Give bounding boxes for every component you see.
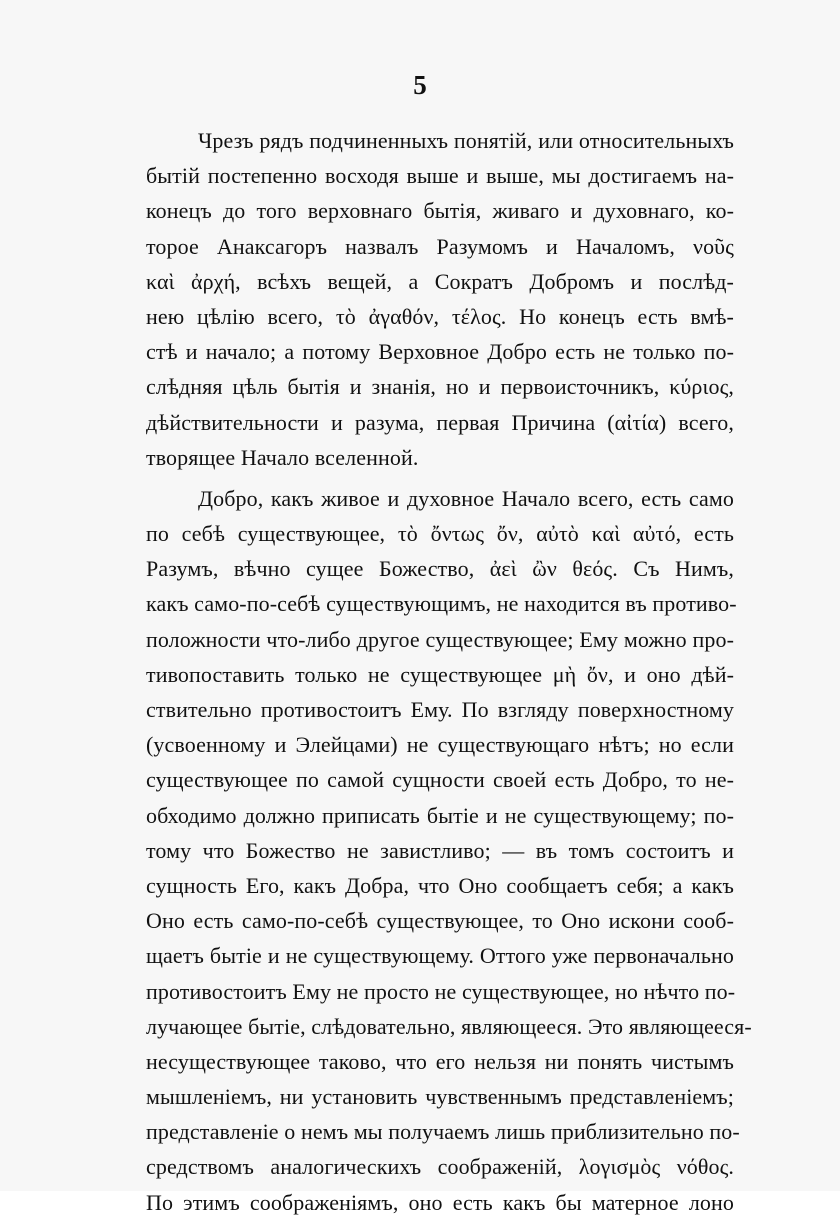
text-line: по себѣ существующее, τὸ ὄντως ὄν, αὐτὸ καὶ αὐτό, есть xyxy=(146,521,734,547)
text-line: мышленіемъ, ни установить чувственнымъ представленіемъ; xyxy=(146,1084,734,1110)
text-line: представленіе о немъ мы получаемъ лишь приблизительно по- xyxy=(146,1119,740,1145)
page-number: 5 xyxy=(413,70,427,100)
text-line: Оно есть само-по-себѣ существующее, то Оно искони сооб- xyxy=(146,908,734,934)
text-line: существующее по самой сущности своей есть Добро, то не- xyxy=(146,767,734,793)
text-line: дѣйствительности и разума, первая Причина (αἰτία) всего, xyxy=(146,409,734,435)
text-line: сущность Его, какъ Добра, что Оно сообщаетъ себя; а какъ xyxy=(146,872,734,898)
text-line: какъ само-по-себѣ существующимъ, не находится въ противо- xyxy=(146,591,737,617)
text-line: бытій постепенно восходя выше и выше, мы достигаемъ на- xyxy=(146,163,734,189)
text-line: Чрезъ рядъ подчиненныхъ понятій, или относительныхъ xyxy=(198,128,734,153)
text-line: тивопоставить только не существующее μὴ ὄν, и оно дѣй- xyxy=(146,661,734,687)
text-line: обходимо должно приписать бытіе и не существующему; по- xyxy=(146,802,734,828)
text-line: противостоитъ Ему не просто не существующее, но нѣчто по- xyxy=(146,978,736,1004)
text-line: положности что-либо другое существующее; Ему можно про- xyxy=(146,626,734,652)
text-line: лучающее бытіе, слѣдовательно, являющееся. Это являющееся- xyxy=(146,1013,752,1039)
paragraph-2 xyxy=(146,481,752,1220)
text-line: ствительно противостоитъ Ему. По взгляду поверхностному xyxy=(146,697,734,722)
text-line: (усвоенному и Элейцами) не существующаго нѣтъ; но если xyxy=(146,732,734,758)
text-line: Разумъ, вѣчно сущее Божество, ἀεὶ ὢν θεός. Съ Нимъ, xyxy=(146,556,734,582)
text-line: слѣдняя цѣль бытія и знанія, но и первоисточникъ, κύριος, xyxy=(146,374,734,400)
text-line: По этимъ соображеніямъ, оно есть какъ бы матерное лоно xyxy=(146,1189,734,1215)
body-text xyxy=(146,123,752,1220)
text-line: торое Анаксагоръ назвалъ Разумомъ и Началомъ, νοῦς xyxy=(146,233,734,259)
text-line: нею цѣлію всего, τὸ ἀγαθόν, τέλος. Но конецъ есть вмѣ- xyxy=(146,303,734,329)
text-line: щаетъ бытіе и не существующему. Оттого уже первоначально xyxy=(146,943,734,969)
text-line: καὶ ἀρχή, всѣхъ вещей, а Сократъ Добромъ и послѣд- xyxy=(146,268,734,294)
text-line: творящее Начало вселенной. xyxy=(146,444,419,470)
text-line: несуществующее таково, что его нельзя ни понять чистымъ xyxy=(146,1048,734,1074)
text-line: средствомъ аналогическихъ соображеній, λογισμὸς νόθος. xyxy=(146,1154,734,1180)
text-line: тому что Божество не завистливо; — въ томъ состоитъ и xyxy=(146,837,734,863)
text-line: стѣ и начало; а потому Верховное Добро есть не только по- xyxy=(146,339,734,365)
text-line: конецъ до того верховнаго бытія, живаго и духовнаго, ко- xyxy=(146,198,734,224)
text-line: Добро, какъ живое и духовное Начало всего, есть само xyxy=(198,485,734,511)
paragraph-1 xyxy=(146,123,734,475)
